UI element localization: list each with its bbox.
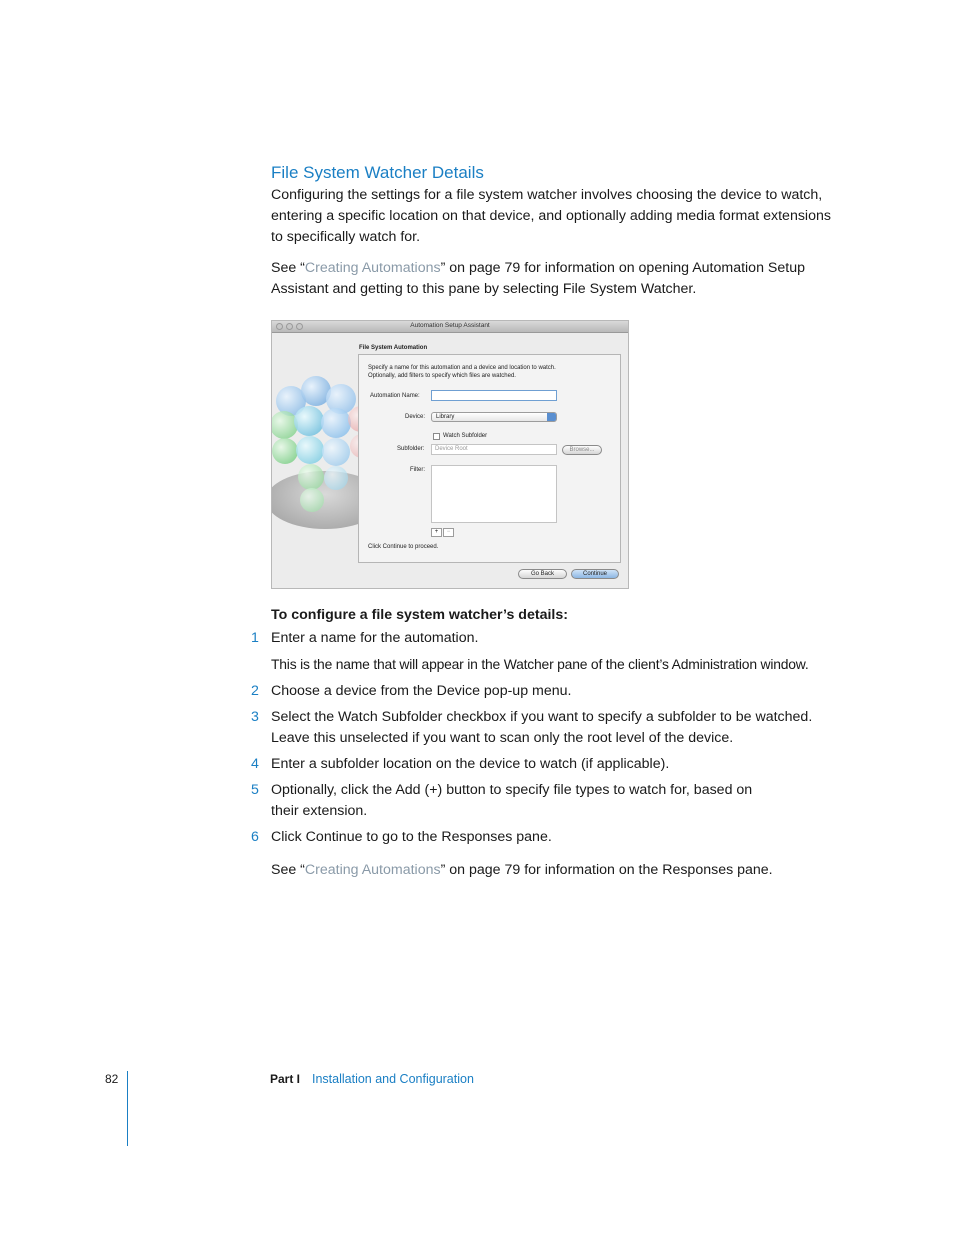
popup-arrows-icon xyxy=(547,413,556,421)
procedure-title: To configure a file system watcher’s details: xyxy=(271,607,568,623)
subfolder-placeholder: Device Root xyxy=(435,446,468,452)
footer-part-label: Part I xyxy=(270,1072,301,1086)
remove-filter-button[interactable]: − xyxy=(443,528,454,537)
intro-paragraph: Configuring the settings for a file system watcher involves choosing the device to watch, entering a specific location on that device, and optionally adding media format extensions to specifically watch for. xyxy=(271,187,831,245)
instruction-line-2: Optionally, add filters to specify which files are watched. xyxy=(368,373,516,379)
subfolder-label: Subfolder: xyxy=(397,446,425,452)
step-4-number: 4 xyxy=(251,756,259,772)
continue-button[interactable]: Continue xyxy=(571,569,619,579)
see-suffix: ” on page 79 for information on opening Automation Setup Assistant and getting to this pane by selecting File System Watcher. xyxy=(271,260,805,297)
step-1-note: This is the name that will appear in the Watcher pane of the client’s Administration window. xyxy=(271,656,809,672)
step-5-text: Optionally, click the Add (+) button to specify file types to watch for, based on their extension. xyxy=(271,782,753,819)
step-6-text: Click Continue to go to the Responses pane. xyxy=(271,829,552,845)
add-filter-button[interactable]: + xyxy=(431,528,442,537)
automation-setup-screenshot xyxy=(271,320,629,589)
device-label: Device: xyxy=(405,414,426,420)
step-3-text: Select the Watch Subfolder checkbox if you want to specify a subfolder to be watched. Leave this unselected if you want to scan only the root level of the device. xyxy=(271,709,813,746)
step-6-number: 6 xyxy=(251,829,259,845)
filter-list[interactable] xyxy=(431,465,557,523)
go-back-button[interactable]: Go Back xyxy=(518,569,567,579)
section-heading: File System Watcher Details xyxy=(271,163,484,182)
step-2-text: Choose a device from the Device pop-up menu. xyxy=(271,683,572,699)
watch-subfolder-label: Watch Subfolder xyxy=(443,433,488,439)
creating-automations-link[interactable]: Creating Automations xyxy=(304,260,441,276)
step-1-number: 1 xyxy=(251,630,259,646)
instruction-line-1: Specify a name for this automation and a device and location to watch. xyxy=(368,365,556,371)
window-title: Automation Setup Assistant xyxy=(410,322,490,329)
continue-hint: Click Continue to proceed. xyxy=(368,544,439,550)
step-1-text: Enter a name for the automation. xyxy=(271,630,479,646)
see-prefix: See “ xyxy=(271,862,305,878)
window-titlebar xyxy=(272,321,628,333)
browse-button[interactable]: Browse... xyxy=(562,445,602,455)
setup-panel xyxy=(358,345,621,563)
automation-name-field[interactable] xyxy=(431,390,557,401)
step-2-number: 2 xyxy=(251,683,259,699)
page-number: 82 xyxy=(105,1072,119,1086)
automation-name-label: Automation Name: xyxy=(370,393,420,399)
watch-subfolder-checkbox[interactable] xyxy=(433,433,440,440)
device-value: Library xyxy=(436,414,455,420)
subfolder-field[interactable] xyxy=(431,444,557,455)
see-suffix: ” on page 79 for information on the Responses pane. xyxy=(440,862,773,878)
step-5-number: 5 xyxy=(251,782,259,798)
step-4-text: Enter a subfolder location on the device to watch (if applicable). xyxy=(271,756,670,772)
footer-divider xyxy=(127,1071,128,1146)
step-3-number: 3 xyxy=(251,709,259,725)
creating-automations-link[interactable]: Creating Automations xyxy=(304,862,441,878)
device-popup[interactable] xyxy=(431,412,557,422)
panel-title: File System Automation xyxy=(359,345,428,351)
see-prefix: See “ xyxy=(271,260,305,276)
footer-part-title: Installation and Configuration xyxy=(312,1072,474,1086)
see-also-paragraph-1 xyxy=(271,258,831,300)
see-also-paragraph-2 xyxy=(271,860,831,881)
filter-label: Filter: xyxy=(410,467,425,473)
